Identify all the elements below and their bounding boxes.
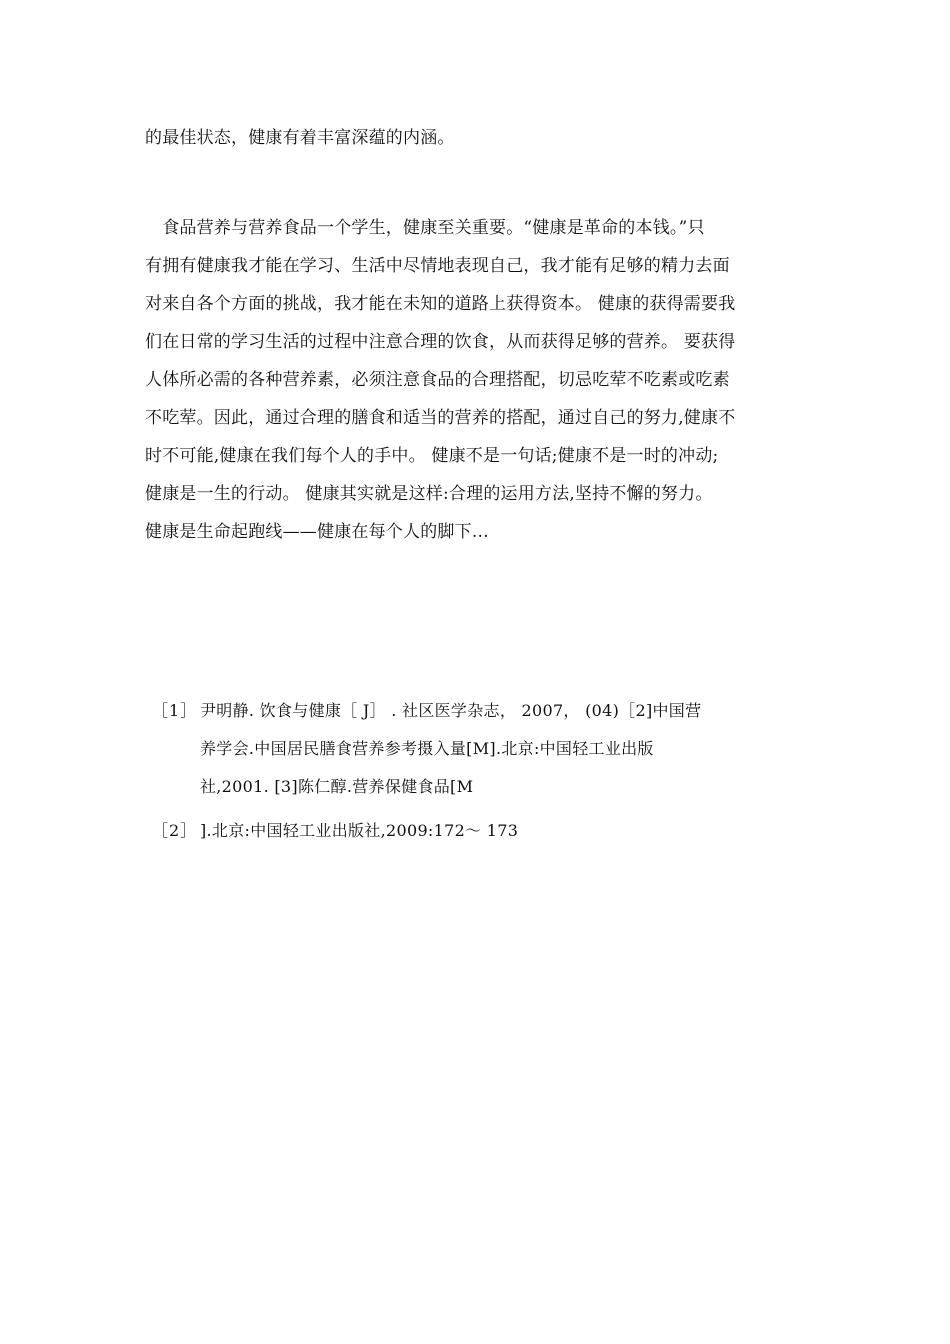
paragraph-line: 健康是生命起跑线——健康在每个人的脚下… xyxy=(145,522,489,542)
paragraph-line: 们在日常的学习生活的过程中注意合理的饮食，从而获得足够的营养。 要获得 xyxy=(145,332,736,352)
paragraph-line: 不吃荤。因此，通过合理的膳食和适当的营养的搭配，通过自己的努力,健康不 xyxy=(145,408,736,428)
paragraph-line: 的最佳状态，健康有着丰富深蕴的内涵。 xyxy=(145,128,455,148)
paragraph-line: 健康是一生的行动。 健康其实就是这样:合理的运用方法,坚持不懈的努力。 xyxy=(145,484,713,504)
reference-line: ].北京:中国轻工业出版社,2009:172～ 173 xyxy=(200,821,519,840)
paragraph-line: 对来自各个方面的挑战，我才能在未知的道路上获得资本。 健康的获得需要我 xyxy=(145,294,736,314)
reference-number: ［2］ xyxy=(152,821,198,840)
paragraph-line: 有拥有健康我才能在学习、生活中尽情地表现自己，我才能有足够的精力去面 xyxy=(145,256,730,276)
reference-line: 社,2001. [3]陈仁醇.营养保健食品[M xyxy=(200,777,474,796)
reference-line: 尹明静. 饮食与健康［ J］ . 社区医学杂志， 2007， (04)［2]中国营 xyxy=(200,701,702,720)
reference-line: 养学会.中国居民膳食营养参考摄入量[M].北京:中国轻工业出版 xyxy=(200,739,654,758)
paragraph-line: 食品营养与营养食品一个学生，健康至关重要。“健康是革命的本钱。”只 xyxy=(145,218,705,238)
reference-number: ［1］ xyxy=(152,701,198,720)
paragraph-line: 时不可能,健康在我们每个人的手中。 健康不是一句话;健康不是一时的冲动; xyxy=(145,446,719,466)
paragraph-line: 人体所必需的各种营养素，必须注意食品的合理搭配，切忌吃荤不吃素或吃素 xyxy=(145,370,730,390)
